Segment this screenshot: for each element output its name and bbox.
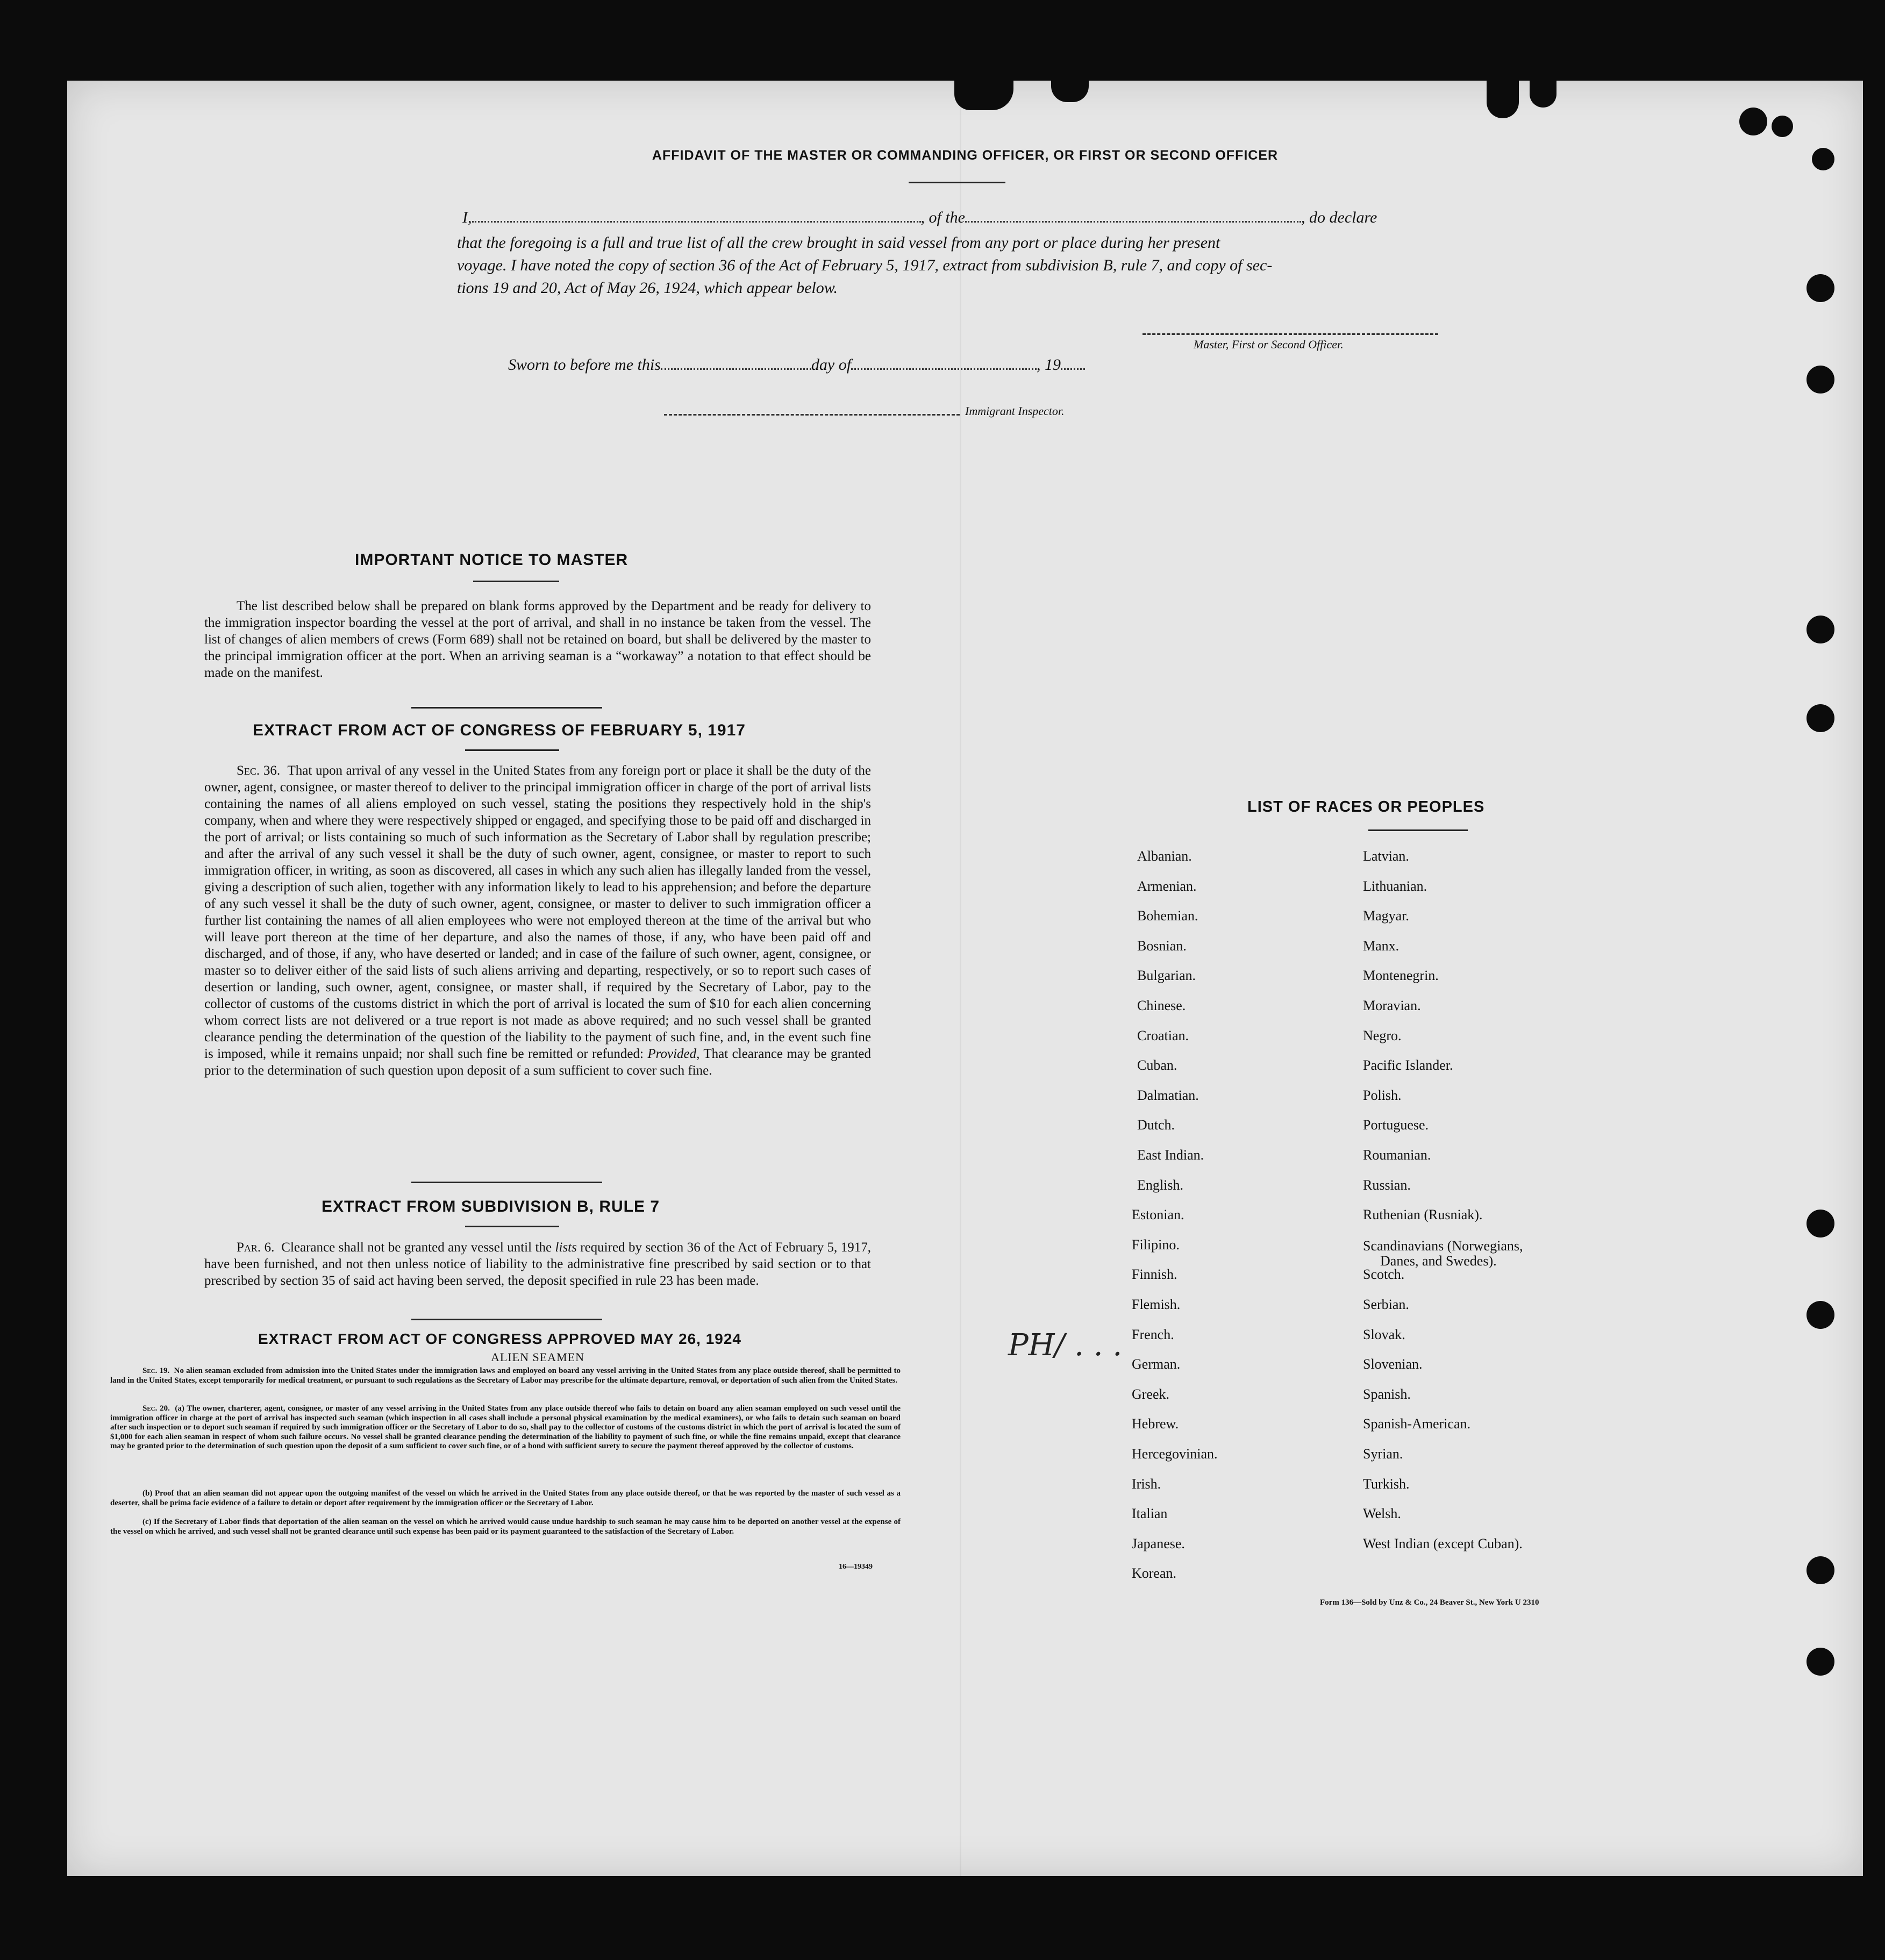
section-divider: [411, 1182, 602, 1183]
race-item: Bosnian.: [1137, 938, 1187, 954]
par-6-text-a: Clearance shall not be granted any vessel until the: [281, 1240, 552, 1255]
race-item: Finnish.: [1132, 1267, 1177, 1283]
form-number: 16—19349: [839, 1563, 873, 1571]
punch-hole: [1739, 108, 1767, 135]
race-item: Cuban.: [1137, 1057, 1177, 1074]
sec-19-text: No alien seaman excluded from admission into the United States under the immigration laws and employed on board any vessel arriving in the United States from any place outside thereof, shall be permitted to land in the United States, except temporarily for medical treatment, or pursuant to such regulations as the Secretary of Labor may prescribe for the ultimate departure, removal, or deportation of such alien from the United States.: [110, 1367, 901, 1385]
extract-1924-title: EXTRACT FROM ACT OF CONGRESS APPROVED MAY 26, 1924: [258, 1330, 741, 1347]
fold-crease: [960, 81, 961, 1876]
affidavit-title: AFFIDAVIT OF THE MASTER OR COMMANDING OFFICER, OR FIRST OR SECOND OFFICER: [652, 148, 1279, 163]
race-item: Ruthenian (Rusniak).: [1363, 1207, 1483, 1223]
subdivision-b-title-rule: [465, 1226, 559, 1227]
punch-hole: [1807, 616, 1834, 643]
sec-20a-text: (a) The owner, charterer, agent, consignee, or master of any vessel arriving in the United States from any place outside thereof who fails to detain on board any alien seaman employed on such vessel until the immigration officer in charge at the port of arrival has inspected such seaman (which inspection in all cases shall include a personal physical examination by the medical examiners), or who fails to detain such seaman on board after such inspection or to deport such seaman if required by such immigration officer or the Secretary of Labor to do so, shall pay to the collector of customs of the customs district in which the port of arrival is located the sum of $1,000 for each alien seaman in respect of whom such failure occurs. No vessel shall be granted clearance pending the determination of the liability to payment of such fine, or while the fine remains unpaid, except that clearance may be granted prior to the determination of such question upon the deposit of a sum sufficient to cover such fine, or of a bond with sufficient surety to secure the payment thereof approved by the collector of customs.: [110, 1404, 901, 1450]
sworn-day-of: day of: [811, 356, 852, 374]
race-item: Scotch.: [1363, 1267, 1405, 1283]
inspector-caption: Immigrant Inspector.: [965, 404, 1065, 418]
title-rule: [909, 182, 1005, 183]
race-item: Negro.: [1363, 1027, 1402, 1043]
sec-19-label: Sec. 19.: [142, 1367, 170, 1375]
race-item: Japanese.: [1132, 1535, 1185, 1551]
extract-1917-body: [204, 762, 871, 1079]
punch-hole: [1807, 704, 1834, 732]
master-caption: Master, First or Second Officer.: [1194, 338, 1344, 351]
punch-hole: [1807, 1648, 1834, 1676]
torn-edge: [1051, 81, 1089, 102]
race-item: Manx.: [1363, 938, 1400, 954]
race-item: Lithuanian.: [1363, 878, 1427, 894]
affidavit-line-2: that the foregoing is a full and true list of all the crew brought in said vessel from any port or place during her present: [457, 234, 1220, 252]
blank-vessel: [965, 209, 1301, 223]
race-item: Korean.: [1132, 1565, 1177, 1582]
race-item: German.: [1132, 1356, 1181, 1372]
race-item: Estonian.: [1132, 1207, 1184, 1223]
race-item: Bohemian.: [1137, 908, 1198, 924]
race-item: French.: [1132, 1326, 1174, 1342]
sec-20c-body: (c) If the Secretary of Labor finds that deportation of the alien seaman on the vessel on which he arrived would cause undue hardship to such seaman he may cause him to be deported on another vessel at the expense of the vessel on which he arrived, and such vessel shall not be granted clearance until such expense has been paid or its payment guaranteed to the satisfaction of the Secretary of Labor.: [110, 1518, 901, 1536]
race-item: Portuguese.: [1363, 1117, 1429, 1133]
race-item: Pacific Islander.: [1363, 1057, 1453, 1074]
race-item: Spanish-American.: [1363, 1416, 1471, 1432]
race-item: Croatian.: [1137, 1027, 1189, 1043]
race-item: Greek.: [1132, 1386, 1170, 1402]
sec-20a-body: [110, 1404, 901, 1451]
blank-month: [851, 356, 1037, 370]
race-item: Syrian.: [1363, 1446, 1403, 1462]
race-item: Dutch.: [1137, 1117, 1175, 1133]
races-title-rule: [1368, 829, 1468, 831]
sec-19-body: [110, 1367, 901, 1385]
lists-term: lists: [555, 1240, 577, 1255]
extract-1917-title: EXTRACT FROM ACT OF CONGRESS OF FEBRUARY 5, 1917: [253, 721, 746, 739]
race-item: Montenegrin.: [1363, 968, 1439, 984]
notice-title-rule: [473, 581, 559, 582]
race-item: Russian.: [1363, 1177, 1411, 1193]
torn-edge: [1530, 81, 1556, 108]
affidavit-line-1: [462, 209, 1377, 227]
race-item: Welsh.: [1363, 1506, 1401, 1522]
sec-36-text: That upon arrival of any vessel in the United States from any foreign port or place it shall be the duty of the owner, agent, consignee, or master thereof to deliver to the principal immigration officer in charge of the port of arrival lists containing the names of all aliens employed on such vessel, stating the positions they respectively hold in the ship's company, when and where they were respectively shipped or engaged, and specifying those to be paid off and discharged in the port of arrival; or lists containing so much of such information as the Secretary of Labor shall by regulation prescribe; and after the arrival of any such vessel it shall be the duty of such owner, agent, consignee, or master to report to such immigration officer, in writing, as soon as discovered, all cases in which any such alien has illegally landed from the vessel, giving a description of such alien, together with any information likely to lead to his apprehension; and before the departure of any such vessel it shall be the duty of such owner, agent, consignee, or master to deliver to such immigration officer a further list containing the names of all alien employees who were not employed thereon at the time of the arrival but who will leave port thereon at the time of her departure, and also the names of those, if any, who have been paid off and discharged, and of those, if any, who have deserted or landed; and in case of the failure of such owner, agent, consignee, or master so to deliver either of the said lists of such aliens arriving and departing, respectively, or so to report such cases of desertion or landing, such owner, agent, consignee, or master shall, if required by the Secretary of Labor, pay to the collector of customs of the customs district in which the port of arrival is located the sum of $10 for each alien concerning whom correct lists are not delivered or a true report is not made as above required; and no such vessel shall be granted clearance pending the determination of the question of the liability to the payment of such fine, and, in the event such fine is imposed, while it remains unpaid; nor shall such fine be remitted or refunded:: [204, 763, 872, 1061]
document-page: [67, 81, 1863, 1876]
race-item: Slovenian.: [1363, 1356, 1423, 1372]
torn-edge: [954, 81, 1013, 110]
punch-hole: [1772, 116, 1793, 137]
punch-hole: [1807, 1556, 1834, 1584]
races-title: LIST OF RACES OR PEOPLES: [1247, 798, 1485, 816]
punch-hole: [1807, 1210, 1834, 1237]
punch-hole: [1807, 366, 1834, 394]
sec-36-label: Sec. 36.: [237, 763, 281, 778]
race-item: Chinese.: [1137, 998, 1186, 1013]
race-item: Slovak.: [1363, 1326, 1405, 1342]
affidavit-i: I,: [462, 209, 472, 226]
affidavit-of-the: , of the: [920, 209, 965, 226]
race-item: Albanian.: [1137, 848, 1192, 864]
race-item: East Indian.: [1137, 1147, 1204, 1163]
blank-name: [472, 209, 921, 223]
notice-body: The list described below shall be prepared on blank forms approved by the Department and be ready for delivery to the immigration inspector boarding the vessel at the port of arrival, and shall in no instance be taken from the vessel. The list of changes of alien members of crews (Form 689) shall not be retained on board, but shall be delivered by the master to the principal immigration officer at the port. When an arriving seaman is a “workaway” a notation to that effect should be made on the manifest.: [204, 599, 871, 680]
race-item: Polish.: [1363, 1087, 1402, 1103]
race-item: Armenian.: [1137, 878, 1197, 894]
extract-1917-title-rule: [465, 749, 559, 751]
race-item: Italian: [1132, 1506, 1168, 1522]
master-signature-line: [1143, 333, 1438, 335]
race-item: Magyar.: [1363, 908, 1409, 924]
race-item: West Indian (except Cuban).: [1363, 1535, 1523, 1551]
race-item: Hebrew.: [1132, 1416, 1179, 1432]
race-item: Dalmatian.: [1137, 1087, 1199, 1103]
section-divider: [411, 707, 602, 709]
race-item: Irish.: [1132, 1476, 1161, 1492]
torn-edge: [1487, 81, 1519, 118]
race-item: English.: [1137, 1177, 1183, 1193]
sworn-line: [508, 356, 1085, 374]
inspector-signature-line: [664, 414, 960, 416]
race-item: Flemish.: [1132, 1297, 1181, 1312]
sec-36-text-end: That clearance may be granted prior to the determination of such question upon deposit of a sum sufficient to cover such fine.: [204, 1047, 871, 1078]
punch-hole: [1807, 1301, 1834, 1329]
race-item: Hercegovinian.: [1132, 1446, 1218, 1462]
punch-hole: [1807, 274, 1834, 302]
race-item: Danes, and Swedes).: [1380, 1253, 1497, 1269]
form-footer: Form 136—Sold by Unz & Co., 24 Beaver St., New York U 2310: [1320, 1598, 1539, 1607]
alien-seamen-subtitle: ALIEN SEAMEN: [491, 1350, 584, 1364]
sec-20b-body: (b) Proof that an alien seaman did not appear upon the outgoing manifest of the vessel on which he arrived in the United States from any place outside thereof, or that he was reported by the master of such vessel as a deserter, shall be prima facie evidence of a failure to detain or deport after requirement by the immigration officer or the Secretary of Labor.: [110, 1489, 901, 1507]
race-item: Serbian.: [1363, 1297, 1409, 1312]
affidavit-declare: , do declare: [1301, 209, 1377, 226]
sworn-year: , 19: [1037, 356, 1061, 374]
affidavit-line-4: tions 19 and 20, Act of May 26, 1924, which appear below.: [457, 279, 838, 297]
race-item: Filipino.: [1132, 1236, 1180, 1253]
section-divider: [411, 1319, 602, 1320]
blank-day: [661, 356, 811, 370]
notice-title: IMPORTANT NOTICE TO MASTER: [355, 551, 629, 569]
race-item: Scandinavians (Norwegians,: [1363, 1237, 1523, 1254]
provided-term: Provided,: [647, 1047, 700, 1061]
sec-20-label: Sec. 20.: [142, 1404, 170, 1413]
par-6-label: Par. 6.: [237, 1240, 275, 1255]
subdivision-b-body: [204, 1239, 871, 1289]
par-6-text-b: required by section 36 of the Act of February 5, 1917, have been furnished, and not then unless notice of liability to the administrative fine prescribed by said section or to that prescribed by section 35 of said act having been served, the deposit specified in rule 23 has been made.: [204, 1240, 871, 1288]
handwritten-note: PH/ . . .: [1008, 1328, 1123, 1363]
race-item: Roumanian.: [1363, 1147, 1431, 1163]
race-item: Bulgarian.: [1137, 968, 1196, 984]
subdivision-b-title: EXTRACT FROM SUBDIVISION B, RULE 7: [322, 1198, 660, 1215]
race-item: Moravian.: [1363, 998, 1421, 1013]
blank-year: [1061, 356, 1085, 370]
race-item: Turkish.: [1363, 1476, 1410, 1492]
affidavit-line-3: voyage. I have noted the copy of section 36 of the Act of February 5, 1917, extract from subdivision B, rule 7, and copy of sec-: [457, 256, 1273, 274]
race-item: Spanish.: [1363, 1386, 1411, 1402]
race-item: Latvian.: [1363, 848, 1409, 864]
sworn-text: Sworn to before me this: [508, 356, 661, 374]
